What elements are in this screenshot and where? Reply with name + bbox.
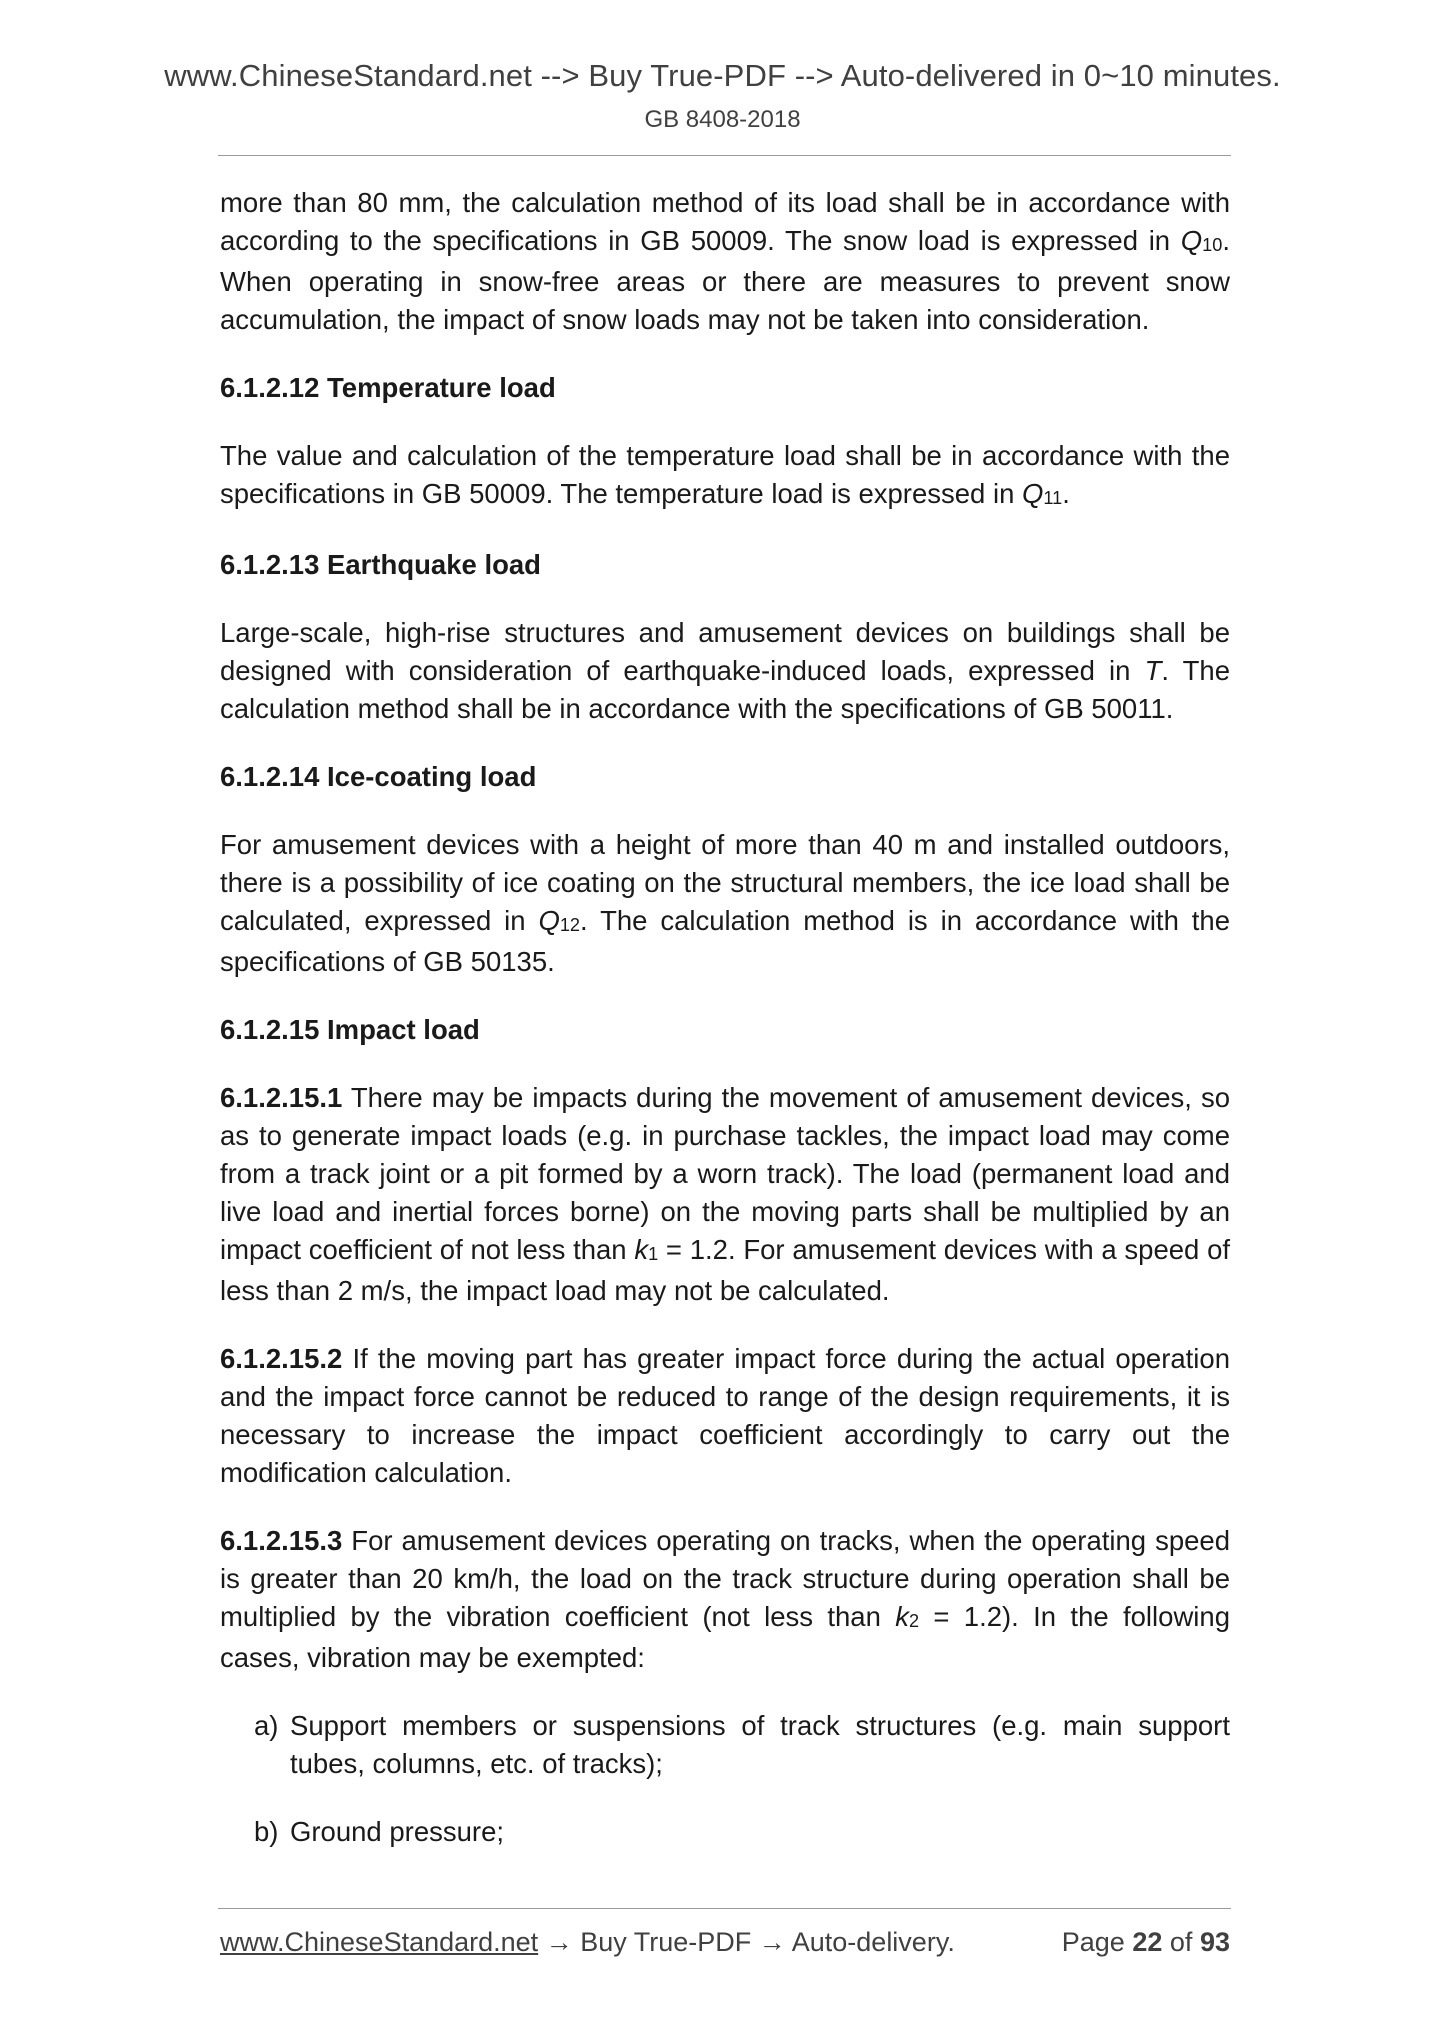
list-item-text: Support members or suspensions of track structures (e.g. main support tubes, columns, etc. of tracks); [290, 1710, 1230, 1779]
text-run: . [1062, 478, 1070, 509]
paragraph-6-1-2-15-3 [220, 1522, 1230, 1677]
variable: Q [1180, 225, 1203, 256]
text-run: There may be impacts during the movement of amusement devices, so as to generate impact loads (e.g. in purchase tackles, the impact load may come from a track joint or a pit formed by a worn track). The load (permanent load and live load and inertial forces borne) on the moving parts shall be multiplied by an impact coefficient of not less than [220, 1082, 1230, 1265]
clause-number: 6.1.2.15.3 [220, 1525, 343, 1556]
list-item-a [220, 1707, 1230, 1783]
header-banner: www.ChineseStandard.net --> Buy True-PDF --> Auto-delivered in 0~10 minutes. [164, 58, 1281, 93]
variable: Q [538, 905, 560, 936]
footer-tagline: → Buy True-PDF → Auto-delivery. [538, 1927, 955, 1957]
page-label: Page [1061, 1927, 1125, 1957]
page-number: 22 [1132, 1927, 1163, 1957]
footer-divider [218, 1908, 1231, 1909]
text-run: = 1.2). In the following cases, vibration may be exempted: [220, 1601, 1230, 1673]
paragraph-earthquake-load [220, 614, 1230, 728]
text-run: more than 80 mm, the calculation method of its load shall be in accordance with according to the specifications in GB 50009. The snow load is expressed in [220, 187, 1230, 256]
list-marker: b) [254, 1816, 279, 1847]
document-code: GB 8408-2018 [644, 106, 801, 133]
subscript: 11 [1043, 487, 1063, 508]
footer-site-link[interactable]: www.ChineseStandard.net [220, 1927, 539, 1957]
variable: k [895, 1601, 909, 1632]
text-run: The value and calculation of the temperature load shall be in accordance with the specifications in GB 50009. The temperature load is expressed in [220, 440, 1230, 509]
text-run: Large-scale, high-rise structures and amusement devices on buildings shall be designed with consideration of earthquake-induced loads, expressed in [220, 617, 1230, 686]
subscript: 1 [648, 1243, 659, 1264]
subscript: 10 [1202, 234, 1223, 255]
footer-left [220, 1927, 955, 1958]
paragraph-6-1-2-15-1 [220, 1079, 1230, 1310]
text-run: . When operating in snow-free areas or there are measures to prevent snow accumulation, the impact of snow loads may not be taken into consideration. [220, 225, 1230, 335]
text-run: . The calculation method shall be in accordance with the specifications of GB 50011. [220, 655, 1230, 724]
page-footer [220, 1927, 1230, 1967]
header-divider [218, 155, 1231, 156]
variable: T [1144, 655, 1162, 686]
subscript: 12 [559, 914, 581, 935]
section-heading-6-1-2-15: 6.1.2.15 Impact load [220, 1014, 480, 1045]
clause-number: 6.1.2.15.2 [220, 1343, 343, 1374]
text-run: For amusement devices with a height of more than 40 m and installed outdoors, there is a possibility of ice coating on the structural members, the ice load shall be calculated, expressed in [220, 829, 1230, 936]
paragraph-snow-load [220, 184, 1230, 339]
total-pages: 93 [1199, 1927, 1230, 1957]
page-indicator [1062, 1927, 1230, 1958]
text-run: = 1.2. For amusement devices with a speed of less than 2 m/s, the impact load may not be calculated. [220, 1234, 1230, 1306]
section-heading-6-1-2-13: 6.1.2.13 Earthquake load [220, 549, 541, 580]
of-label: of [1169, 1927, 1193, 1957]
variable: k [634, 1234, 649, 1265]
section-heading-6-1-2-12: 6.1.2.12 Temperature load [220, 372, 556, 403]
text-run: If the moving part has greater impact force during the actual operation and the impact force cannot be reduced to range of the design requirements, it is necessary to increase the impact coefficient accordingly to carry out the modification calculation. [220, 1343, 1230, 1488]
list-item-text: Ground pressure; [290, 1816, 504, 1847]
list-marker: a) [254, 1710, 279, 1741]
variable: Q [1022, 478, 1044, 509]
paragraph-temperature-load [220, 437, 1230, 516]
paragraph-ice-coating-load [220, 826, 1230, 981]
subscript: 2 [908, 1610, 920, 1631]
text-run: For amusement devices operating on tracks, when the operating speed is greater than 20 km/h, the load on the track structure during operation shall be multiplied by the vibration coefficient (not less than [220, 1525, 1230, 1632]
paragraph-6-1-2-15-2 [220, 1340, 1230, 1492]
section-heading-6-1-2-14: 6.1.2.14 Ice-coating load [220, 761, 537, 792]
main-content [220, 184, 1230, 1851]
clause-number: 6.1.2.15.1 [220, 1082, 343, 1113]
text-run: . The calculation method is in accordance with the specifications of GB 50135. [220, 905, 1230, 977]
list-item-b [220, 1813, 1230, 1851]
